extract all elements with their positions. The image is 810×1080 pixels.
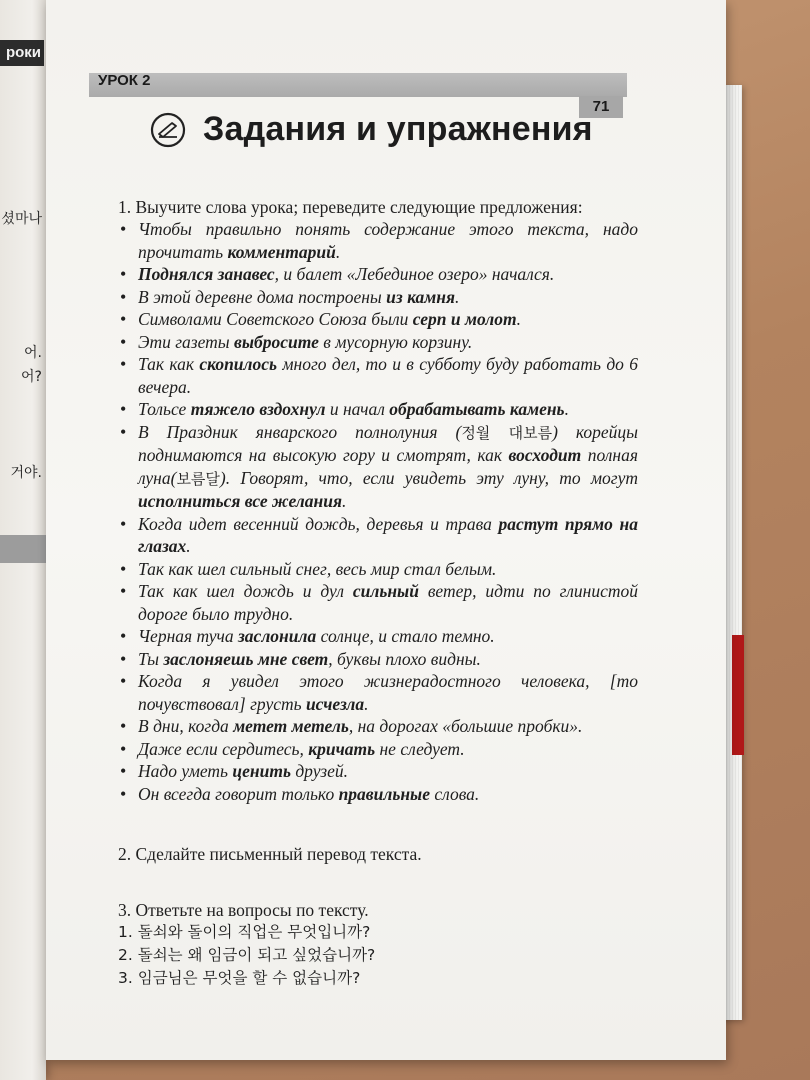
sentence-text: , и балет «Лебединое озеро» начался. [274, 264, 555, 284]
task-3-heading: 3. Ответьте на вопросы по тексту. [118, 900, 369, 920]
previous-page-tab: роки [0, 40, 44, 66]
sentence-text: Когда идет весенний дождь, деревья и трава [138, 513, 499, 534]
task-1-sentence [118, 353, 638, 398]
sentence-text: Тольсе [138, 399, 191, 419]
sentence-text: в мусорную корзину. [318, 331, 473, 352]
previous-page-edge [0, 0, 46, 1080]
sentence-text: . [341, 491, 347, 511]
task-3-question: 2. 돌쇠는 왜 임금이 되고 싶었습니까? [118, 946, 376, 964]
task-1-sentence [118, 263, 638, 286]
task-1-sentence [118, 715, 638, 738]
sentence-text: и начал [325, 399, 390, 419]
sentence-text: Даже если сердитесь, [138, 738, 309, 759]
sentence-text: Эти газеты [138, 331, 235, 352]
task-1-sentence [118, 760, 638, 783]
sentence-text: Так как шел дождь и дул [138, 581, 353, 601]
sentence-text: много дел, то и в субботу буду работать до 6 вечера. [138, 354, 638, 397]
task-1-sentence [118, 421, 638, 513]
task-3-question: 1. 돌쇠와 돌이의 직업은 무엇입니까? [118, 923, 371, 941]
sentence-text: Надо уметь [138, 761, 233, 781]
task-1-sentence [118, 648, 638, 671]
sentence-text: . [186, 536, 191, 556]
sentence-text: ) корейцы поднимаются на высокую гору и смотрят, как [138, 421, 638, 465]
page-number: 71 [579, 96, 623, 118]
task-1-sentence [118, 331, 638, 354]
highlighted-phrase: серп и молот [412, 309, 517, 329]
sentence-text: В Праздник январского полнолуния ( [138, 421, 462, 442]
highlighted-phrase: скопилось [199, 354, 278, 374]
highlighted-phrase: кричать [308, 738, 376, 759]
task-1-sentence [118, 738, 638, 761]
sentence-text: . [516, 309, 521, 329]
previous-page-fragment: 어. [24, 345, 42, 361]
sentence-text: . [335, 241, 341, 262]
sentence-text: солнце, и стало темно. [316, 626, 495, 646]
sentence-text: Символами Советского Союза были [138, 309, 413, 329]
task-1-heading: 1. Выучите слова урока; переведите следующие предложения: [118, 197, 583, 217]
sentence-text: Он всегда говорит только [138, 783, 339, 804]
sentence-text: Когда я увидел этого жизнерадостного человека, [то почувствовал] грусть [138, 671, 638, 714]
previous-page-grey-bar [0, 535, 46, 563]
task-2-heading: 2. Сделайте письменный перевод текста. [118, 844, 422, 864]
task-1-sentence [118, 558, 638, 581]
section-title: Задания и упражнения [203, 110, 593, 148]
highlighted-phrase: исчезла [305, 693, 365, 714]
previous-page-fragment: 어? [21, 369, 42, 385]
highlighted-phrase: правильные [338, 783, 430, 804]
sentence-text: В этой деревне дома построены [138, 286, 387, 307]
sentence-text: не следует. [375, 738, 465, 759]
highlighted-phrase: сильный [352, 581, 419, 601]
highlighted-phrase: ценить [232, 761, 291, 781]
sentence-text: друзей. [290, 761, 348, 781]
sentence-text: . [455, 286, 460, 307]
task-1-sentence [118, 783, 638, 806]
highlighted-phrase: восходит [508, 445, 582, 465]
sentence-text: Ты [138, 648, 164, 669]
sentence-text: ). Говорят, что, если увидеть эту луну, то могут [219, 467, 638, 488]
sentence-text: полная луна( [138, 445, 638, 488]
sentence-text: Черная туча [138, 626, 238, 646]
sentence-text: В дни, когда [138, 716, 234, 736]
task-1-sentence [118, 286, 638, 309]
sentence-text: Так как [138, 354, 200, 374]
lesson-header-bar [89, 73, 627, 97]
sentence-text: 보름달 [176, 469, 220, 488]
sentence-text: . [364, 693, 369, 714]
highlighted-phrase: метет метель [233, 716, 349, 736]
sentence-text: ветер, идти по глинистой дороге было трудно. [138, 581, 638, 624]
highlighted-phrase: Поднялся занавес [138, 264, 275, 284]
bookmark-ribbon [732, 635, 744, 755]
sentence-text: Так как шел сильный снег, весь мир стал белым. [138, 558, 497, 579]
sentence-text: слова. [429, 783, 480, 804]
exercise-body [118, 196, 638, 990]
task-1-sentence [118, 218, 638, 263]
highlighted-phrase: тяжело вздохнул [190, 399, 326, 419]
highlighted-phrase: из камня [386, 286, 455, 307]
sentence-text: . [564, 399, 569, 419]
highlighted-phrase: выбросите [234, 331, 319, 352]
task-1-sentence [118, 308, 638, 331]
sentence-text: , на дорогах «большие пробки». [348, 716, 583, 736]
sentence-text: Чтобы правильно понять содержание этого текста, надо прочитать [138, 219, 638, 262]
task-1-sentence [118, 513, 638, 558]
highlighted-phrase: заслоняешь мне свет [163, 648, 329, 669]
pencil-circle-icon [150, 112, 186, 148]
highlighted-phrase: заслонила [237, 626, 317, 646]
lesson-label: УРОК 2 [98, 72, 151, 89]
highlighted-phrase: комментарий [227, 241, 336, 262]
highlighted-phrase: обрабатывать камень [389, 399, 565, 419]
highlighted-phrase: растут прямо на глазах [138, 513, 638, 556]
task-1-sentence [118, 398, 638, 421]
task-1-sentence [118, 625, 638, 648]
previous-page-fragment: 셨마나 [1, 211, 42, 227]
task-1-sentence [118, 670, 638, 715]
book-page [46, 0, 726, 1060]
previous-page-fragment: 거야. [10, 465, 42, 481]
sentence-text: , буквы плохо видны. [328, 648, 481, 669]
task-1-sentence [118, 580, 638, 625]
task-3-question: 3. 임금님은 무엇을 할 수 없습니까? [118, 969, 361, 987]
sentence-text: 정월 대보름 [461, 423, 553, 442]
highlighted-phrase: исполниться все желания [138, 491, 342, 511]
task-1-sentence-list [118, 218, 638, 805]
